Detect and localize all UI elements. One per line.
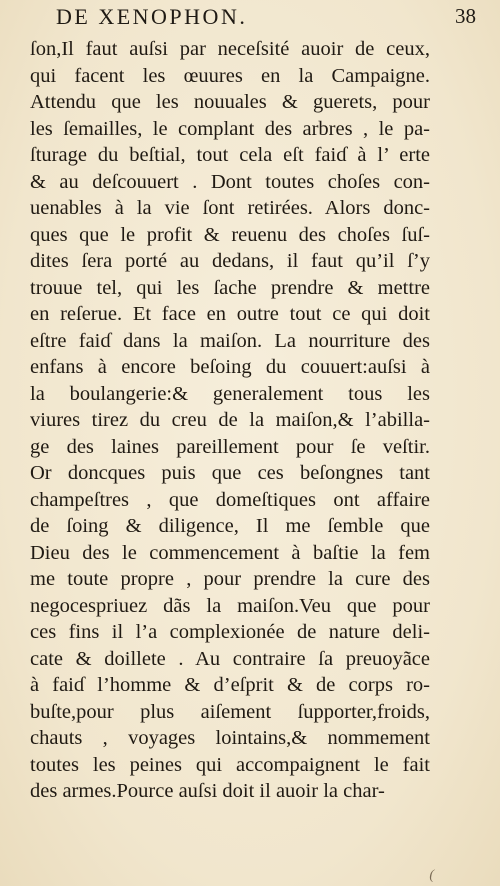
text-line: ſon,Il faut auſsi par neceſsité auoir de ceux, — [30, 38, 430, 60]
page-header — [56, 4, 476, 34]
text-line: ques que le profit & reuenu des choſes ſuſ- — [30, 223, 430, 246]
text-line: viures tirez du creu de la maiſon,& l’abilla- — [30, 409, 430, 431]
text-line: eſtre faiɗ dans la maiſon. La nourriture des — [30, 329, 430, 352]
body-text — [30, 36, 430, 805]
text-line: en reſerue. Et face en outre tout ce qui doit — [30, 303, 430, 325]
text-line: & au deſcouuert . Dont toutes choſes con- — [30, 170, 430, 193]
text-line: ſturage du beſtial, tout cela eſt faiɗ à l’ erte — [30, 144, 430, 166]
text-line: les ſemailles, le complant des arbres , le pa- — [30, 117, 430, 140]
text-line: toutes les peines qui accompaignent le fait — [30, 753, 430, 776]
text-line: de ſoing & diligence, Il me ſemble que — [30, 515, 430, 537]
text-line: Or doncques puis que ces beſongnes tant — [30, 462, 430, 484]
text-line: des armes.Pource auſsi doit il auoir la char- — [30, 780, 385, 802]
text-line: champeſtres , que domeſtiques ont affaire — [30, 488, 430, 511]
text-line: la boulangerie:& generalement tous les — [30, 382, 430, 405]
text-line: uenables à la vie ſont retirées. Alors donc- — [30, 197, 430, 219]
text-line: enfans à encore beſoing du couuert:auſsi à — [30, 356, 430, 378]
page-number: 38 — [455, 4, 476, 28]
text-line: cate & doillete . Au contraire ſa preuoyãce — [30, 647, 430, 670]
text-line: qui facent les œuures en la Campaigne. — [30, 64, 430, 87]
corner-mark: ( — [429, 868, 434, 883]
text-line: à faiɗ l’homme & d’eſprit & de corps ro- — [30, 674, 430, 696]
text-line: chauts , voyages lointains,& nommement — [30, 727, 430, 749]
text-line: ge des laines pareillement pour ſe veſtir. — [30, 435, 430, 458]
text-line: Dieu des le commencement à baſtie la fem — [30, 541, 430, 564]
text-line: trouue tel, qui les ſache prendre & mettre — [30, 276, 430, 299]
text-line: buſte,pour plus aiſement ſupporter,froids, — [30, 700, 430, 723]
text-line: ces fins il l’a complexionée de nature deli- — [30, 621, 430, 643]
text-line: Attendu que les nouuales & guerets, pour — [30, 91, 430, 113]
text-line: me toute propre , pour prendre la cure des — [30, 568, 430, 590]
running-head: DE XENOPHON. — [56, 4, 248, 29]
text-line: negocespriuez dãs la maiſon.Veu que pour — [30, 594, 430, 617]
text-line: dites ſera porté au dedans, il faut qu’il ſ’y — [30, 250, 430, 272]
